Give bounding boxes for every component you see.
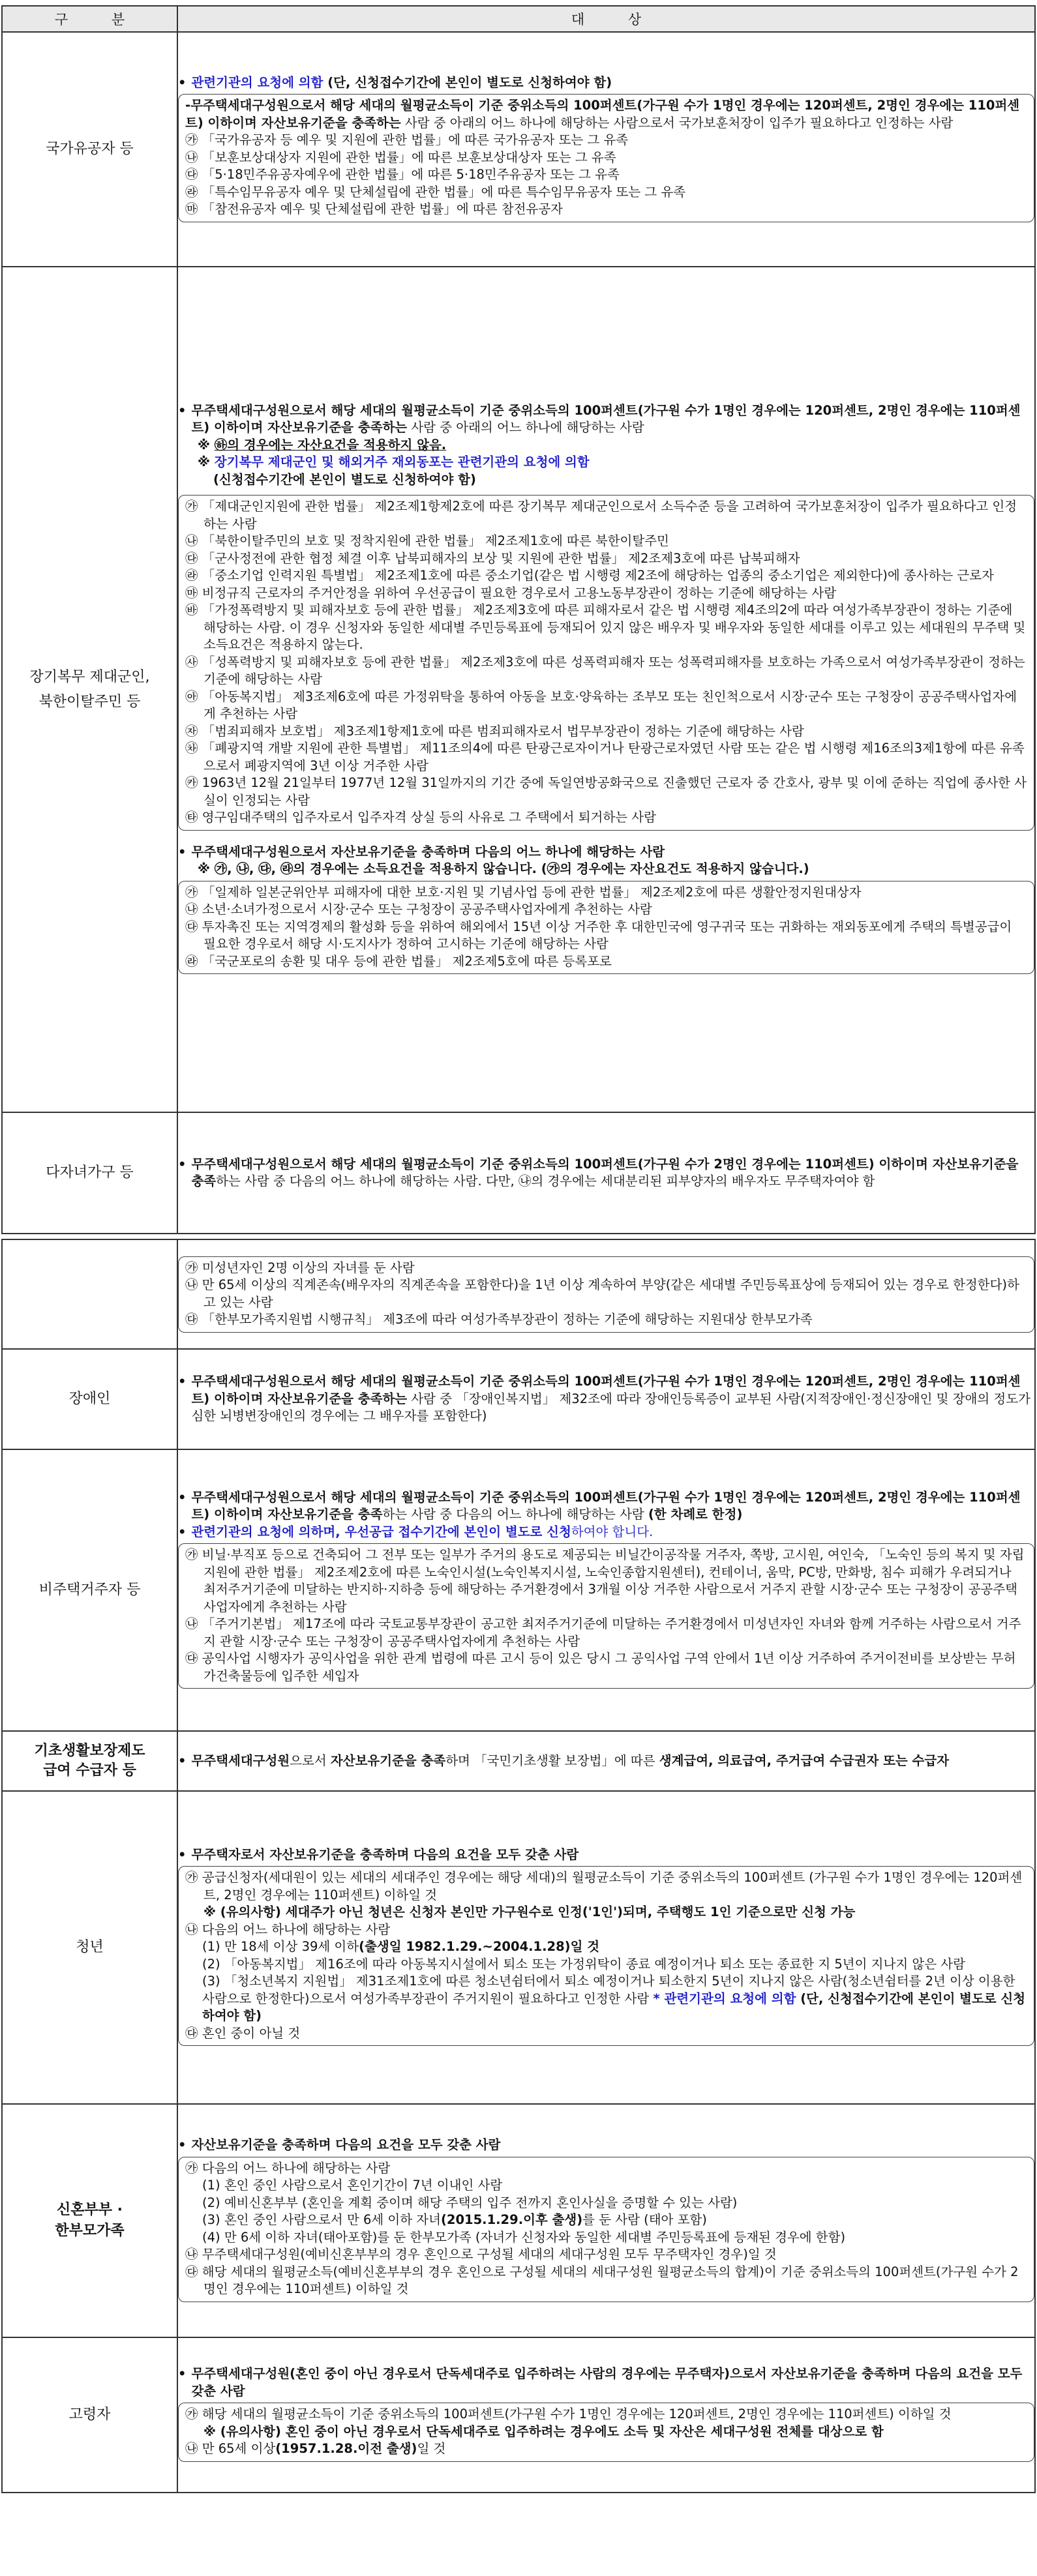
content-newlyweds (177, 2104, 1035, 2337)
list-item: ㉶ 「범죄피해자 보호법」 제3조제1항제1호에 따른 범죄피해자로서 법무부장관이 정하는 기준에 해당하는 사람 (185, 723, 804, 739)
list-item: ㉮ 「일제하 일본군위안부 피해자에 대한 보호·지원 및 기념사업 등에 관한 법률」 제2조제2호에 따른 생활안정지원대상자 (185, 884, 862, 900)
bullet: • 자산보유기준을 충족하며 다음의 요건을 모두 갖춘 사람 (178, 2137, 501, 2153)
bullet: • 무주택세대구성원으로서 해당 세대의 월평균소득이 기준 중위소득의 100퍼센트(가구원 수가 1명인 경우에는 120퍼센트, 2명인 경우에는 110퍼센트) 이하이며 자산보유기준을 충족하는 사람 중 아래의 어느 하나에 해당하는 사람 (178, 402, 1021, 436)
bullet: • 무주택세대구성원으로서 해당 세대의 월평균소득이 기준 중위소득의 100퍼센트(가구원 수가 1명인 경우에는 120퍼센트, 2명인 경우에는 110퍼센트) 이하이며 자산보유기준을 충족하는 사람 중 다음의 어느 하나에 해당하는 사람 (한 차례로 한정) (178, 1489, 1021, 1522)
list-item: ㉯ 만 65세 이상(1957.1.28.이전 출생)일 것 (185, 2441, 446, 2457)
table-row (2, 1731, 1035, 1791)
content-disabled (177, 1349, 1035, 1449)
category-disabled: 장애인 (2, 1349, 177, 1449)
list-item: ㉵ 「아동복지법」 제3조제6호에 따른 가정위탁을 통하여 아동을 보호·양육하는 조부모 또는 친인척으로서 시장·군수 또는 구청장이 공공주택사업자에게 추천하는 사람 (185, 688, 1017, 722)
list-item: ㉳ 「가정폭력방지 및 피해자보호 등에 관한 법률」 제2조제3호에 따른 피해자로서 같은 법 시행령 제4조의2에 따라 여성가족부장관이 정하는 기준에 해당하는 사람. 이 경우 신청자와 동일한 세대별 주민등록표에 등재되어 있지 않은 배우자 및 배우자와 동일한 세대를 이루고 있는 세대원의 무주택 및 소득요건은 적용하지 않는다. (185, 602, 1026, 653)
category-non-housing: 비주택거주자 등 (2, 1449, 177, 1731)
list-item: ㉯ 「북한이탈주민의 보호 및 정착지원에 관한 법률」 제2조제1호에 따른 북한이탈주민 (185, 533, 669, 549)
table-row (2, 2104, 1035, 2337)
category-multi-child: 다자녀가구 등 (2, 1112, 177, 1234)
category-multi-child-cont (2, 1239, 177, 1349)
category-national-merit: 국가유공자 등 (2, 32, 177, 267)
list-item: ㉷ 「폐광지역 개발 지원에 관한 특별법」 제11조의4에 따른 탄광근로자이거나 탄광근로자였던 사람 또는 같은 법 시행령 제16조의3제1항에 따른 유족으로서 폐광지역에 3년 이상 거주한 사람 (185, 741, 1025, 773)
header-target: 대 상 (177, 6, 1035, 32)
table-row (2, 1239, 1035, 1349)
table-row (2, 2337, 1035, 2493)
criteria-box: ㉮ 다음의 어느 하나에 해당하는 사람 (1) 혼인 중인 사람으로서 혼인기간이 7년 이내인 사람 (2) 예비신혼부부 (혼인을 계획 중이며 해당 주택의 입주 전까지 혼인사실을 증명할 수 있는 사람) (3) 혼인 중인 사람으로서 만 6세 이하 자녀(2015.1.29.이후 출생)를 둔 사람 (태아 포함) (4) 만 6세 이하 자녀(태아포함)를 둔 한부모가족 (자녀가 신청자와 동일한 세대별 주민등록표에 등재된 경우에 한함) ㉯ 무주택세대구성원(예비신혼부부의 경우 혼인으로 구성될 세대의 세대구성원 모두 무주택자인 경우)일 것 ㉰ 해당 세대의 월평균소득(예비신혼부부의 경우 혼인으로 구성될 세대의 세대구성원 월평균소득의 합계)이 기준 중위소득의 100퍼센트(가구원 수가 2명인 경우에는 110퍼센트) 이하일 것 (178, 2157, 1034, 2302)
content-non-housing (177, 1449, 1035, 1731)
list-item: ㉮ 미성년자인 2명 이상의 자녀를 둔 사람 (185, 1260, 415, 1275)
criteria-box: ㉮ 해당 세대의 월평균소득이 기준 중위소득의 100퍼센트(가구원 수가 1명인 경우에는 120퍼센트, 2명인 경우에는 110퍼센트) 이하일 것 ※ (유의사항) 혼인 중이 아닌 경우로서 단독세대주로 입주하려는 경우에도 소득 및 자산은 세대구성원 전체를 대상으로 함 ㉯ 만 65세 이상(1957.1.28.이전 출생)일 것 (178, 2403, 1034, 2462)
criteria-box: -무주택세대구성원으로서 해당 세대의 월평균소득이 기준 중위소득의 100퍼센트(가구원 수가 1명인 경우에는 120퍼센트, 2명인 경우에는 110퍼센트) 이하이며 자산보유기준을 충족하는 사람 중 아래의 어느 하나에 해당하는 사람으로서 국가보훈처장이 입주가 필요하다고 인정하는 사람 ㉮ 「국가유공자 등 예우 및 지원에 관한 법률」에 따른 국가유공자 또는 그 유족 ㉯ 「보훈보상대상자 지원에 관한 법률」에 따른 보훈보상대상자 또는 그 유족 ㉰ 「5·18민주유공자예우에 관한 법률」에 따른 5·18민주유공자 또는 그 유족 ㉱ 「특수임무유공자 예우 및 단체설립에 관한 법률」에 따른 특수임무유공자 또는 그 유족 ㉲ 「참전유공자 예우 및 단체설립에 관한 법률」에 따른 참전유공자 (178, 94, 1034, 222)
list-item: ㉹ 영구임대주택의 입주자로서 입주자격 상실 등의 사유로 그 주택에서 퇴거하는 사람 (185, 810, 656, 825)
list-item: ㉯ 소년·소녀가정으로서 시장·군수 또는 구청장이 공공주택사업자에게 추천하는 사람 (185, 902, 652, 917)
list-item: ㉯ 무주택세대구성원(예비신혼부부의 경우 혼인으로 구성될 세대의 세대구성원 모두 무주택자인 경우)일 것 (185, 2247, 777, 2262)
eligibility-table-part2 (1, 1239, 1036, 2493)
table-row (2, 1349, 1035, 1449)
bullet: • 관련기관의 요청에 의함 (단, 신청접수기간에 본인이 별도로 신청하여야 함) (178, 74, 612, 90)
table-row (2, 1449, 1035, 1731)
bullet: • 무주택자로서 자산보유기준을 충족하며 다음의 요건을 모두 갖춘 사람 (178, 1846, 579, 1862)
bullet: • 무주택세대구성원으로서 자산보유기준을 충족하며 「국민기초생활 보장법」에 따른 생계급여, 의료급여, 주거급여 수급권자 또는 수급자 (178, 1753, 950, 1768)
category-youth: 청년 (2, 1791, 177, 2104)
category-newlyweds: 신혼부부 · 한부모가족 (2, 2104, 177, 2337)
list-item: ㉱ 「중소기업 인력지원 특별법」 제2조제1호에 따른 중소기업(같은 법 시행령 제2조에 해당하는 업종의 중소기업은 제외한다)에 종사하는 근로자 (185, 568, 994, 584)
list-item: ㉯ 만 65세 이상의 직계존속(배우자의 직계존속을 포함한다)을 1년 이상 계속하여 부양(같은 세대별 주민등록표상에 등재되어 있는 경우로 한정한다)하고 있는 사람 (185, 1277, 1019, 1310)
bullet: • 무주택세대구성원으로서 해당 세대의 월평균소득이 기준 중위소득의 100퍼센트(가구원 수가 1명인 경우에는 120퍼센트, 2명인 경우에는 110퍼센트) 이하이며 자산보유기준을 충족하는 사람 중 「장애인복지법」 제32조에 따라 장애인등록증이 교부된 사람(지적장애인·정신장애인 및 장애의 정도가 심한 뇌병변장애인의 경우에는 그 배우자를 포함한다) (178, 1374, 1030, 1424)
bullet: • 무주택세대구성원으로서 자산보유기준을 충족하며 다음의 어느 하나에 해당하는 사람 (178, 844, 665, 859)
category-basic-livelihood: 기초생활보장제도 급여 수급자 등 (2, 1731, 177, 1791)
list-item: ㉮ 「국가유공자 등 예우 및 지원에 관한 법률」에 따른 국가유공자 또는 그 유족 (185, 132, 629, 147)
list-item: ㉮ 다음의 어느 하나에 해당하는 사람 (185, 2160, 391, 2176)
list-item: ㉯ 다음의 어느 하나에 해당하는 사람 (185, 1921, 391, 1937)
content-multi-child-cont (177, 1239, 1035, 1349)
content-basic-livelihood (177, 1731, 1035, 1791)
list-item: ㉸ 1963년 12월 21일부터 1977년 12월 31일까지의 기간 중에 독일연방공화국으로 진출했던 근로자 중 간호사, 광부 및 이에 준하는 직업에 종사한 사실이 인정되는 사람 (185, 775, 1027, 808)
table-row (2, 267, 1035, 1112)
criteria-box (178, 1543, 1034, 1689)
list-item: ㉱ 「특수임무유공자 예우 및 단체설립에 관한 법률」에 따른 특수임무유공자 또는 그 유족 (185, 184, 686, 200)
content-veterans-defectors: • 무주택세대구성원으로서 해당 세대의 월평균소득이 기준 중위소득의 100퍼센트(가구원 수가 1명인 경우에는 120퍼센트, 2명인 경우에는 110퍼센트) 이하이며 자산보유기준을 충족하는 사람 중 아래의 어느 하나에 해당하는 사람 ※ ㉻의 경우에는 자산요건을 적용하지 않음. ※ 장기복무 제대군인 및 해외거주 재외동포는 관련기관의 요청에 의함 (신청접수기간에 본인이 별도로 신청하여야 함) ㉮ 「제대군인지원에 관한 법률」 제2조제1항제2호에 따른 장기복무 제대군인으로서 소득수준 등을 고려하여 국가보훈처장이 입주가 필요하다고 인정하는 사람 ㉯ 「북한이탈주민의 보호 및 정착지원에 관한 법률」 제2조제1호에 따른 북한이탈주민 ㉰ 「군사정전에 관한 협정 체결 이후 납북피해자의 보상 및 지원에 관한 법률」 제2조제3호에 따른 납북피해자 ㉱ 「중소기업 인력지원 특별법」 제2조제1호에 따른 중소기업(같은 법 시행령 제2조에 해당하는 업종의 중소기업은 제외한다)에 종사하는 근로자 ㉲ 비정규직 근로자의 주거안정을 위하여 우선공급이 필요한 경우로서 고용노동부장관이 정하는 기준에 해당하는 사람 ㉳ 「가정폭력방지 및 피해자보호 등에 관한 법률」 제2조제3호에 따른 피해자로서 같은 법 시행령 제4조의2에 따라 여성가족부장관이 정하는 기준에 해당하는 사람. 이 경우 신청자와 동일한 세대별 주민등록표에 등재되어 있지 않은 배우자 및 배우자와 동일한 세대를 이루고 있는 세대원의 무주택 및 소득요건은 적용하지 않는다. ㉴ 「성폭력방지 및 피해자보호 등에 관한 법률」 제2조제3호에 따른 성폭력피해자 또는 성폭력피해자를 보호하는 가족으로서 여성가족부장관이 정하는 기준에 해당하는 사람 ㉵ 「아동복지법」 제3조제6호에 따른 가정위탁을 통하여 아동을 보호·양육하는 조부모 또는 친인척으로서 시장·군수 또는 구청장이 공공주택사업자에게 추천하는 사람 ㉶ 「범죄피해자 보호법」 제3조제1항제1호에 따른 범죄피해자로서 법무부장관이 정하는 기준에 해당하는 사람 ㉷ 「폐광지역 개발 지원에 관한 특별법」 제11조의4에 따른 탄광근로자이거나 탄광근로자였던 사람 또는 같은 법 시행령 제16조의3제1항에 따른 유족으로서 폐광지역에 3년 이상 거주한 사람 ㉸ 1963년 12월 21일부터 1977년 12월 31일까지의 기간 중에 독일연방공화국으로 진출했던 근로자 중 간호사, 광부 및 이에 준하는 직업에 종사한 사실이 인정되는 사람 ㉹ 영구임대주택의 입주자로서 입주자격 상실 등의 사유로 그 주택에서 퇴거하는 사람 • 무주택세대구성원으로서 자산보유기준을 충족하며 다음의 어느 하나에 해당하는 사람 ※ ㉮, ㉯, ㉰, ㉱의 경우에는 소득요건을 적용하지 않습니다. (㉮의 경우에는 자산요건도 적용하지 않습니다.) ㉮ 「일제하 일본군위안부 피해자에 대한 보호·지원 및 기념사업 등에 관한 법률」 제2조제2호에 따른 생활안정지원대상자 ㉯ 소년·소녀가정으로서 시장·군수 또는 구청장이 공공주택사업자에게 추천하는 사람 ㉰ 투자촉진 또는 지역경제의 활성화 등을 위하여 해외에서 15년 이상 거주한 후 대한민국에 영구귀국 또는 귀화하는 재외동포에게 주택의 특별공급이 필요한 경우로서 해당 시·도지사가 정하여 고시하는 기준에 해당하는 사람 ㉱ 「국군포로의 송환 및 대우 등에 관한 법률」 제2조제5호에 따른 등록포로 (177, 267, 1035, 1112)
content-elderly (177, 2337, 1035, 2493)
list-item: ㉯ 「보훈보상대상자 지원에 관한 법률」에 따른 보훈보상대상자 또는 그 유족 (185, 149, 616, 165)
list-item: ㉯ 「주거기본법」 제17조에 따라 국토교통부장관이 공고한 최저주거기준에 미달하는 주거환경에서 미성년자인 자녀와 함께 거주하는 사람으로서 거주지 관할 시장·군수 또는 구청장이 공공주택사업자에게 추천하는 사람 (185, 1616, 1021, 1649)
table-row (2, 1791, 1035, 2104)
list-item: ㉮ 비닐·부직포 등으로 건축되어 그 전부 또는 일부가 주거의 용도로 제공되는 비닐간이공작물 거주자, 쪽방, 고시원, 여인숙, 「노숙인 등의 복지 및 자립지원에 관한 법률」 제2조제2호에 따른 노숙인시설(노숙인복지시설, 노숙인종합지원센터), 컨테이너, 움막, PC방, 만화방, 침수 피해가 우려되거나 최저주거기준에 미달하는 반지하·지하층 등에 해당하는 주거환경에서 3개월 이상 거주한 사람으로서 거주지 관할 시장·군수 또는 구청장이 공공주택사업자에게 추천하는 사람 (185, 1547, 1025, 1614)
criteria-box (178, 495, 1034, 831)
list-item: ㉰ 투자촉진 또는 지역경제의 활성화 등을 위하여 해외에서 15년 이상 거주한 후 대한민국에 영구귀국 또는 귀화하는 재외동포에게 주택의 특별공급이 필요한 경우로서 해당 시·도지사가 정하여 고시하는 기준에 해당하는 사람 (185, 919, 1012, 952)
list-item: ㉮ 해당 세대의 월평균소득이 기준 중위소득의 100퍼센트(가구원 수가 1명인 경우에는 120퍼센트, 2명인 경우에는 110퍼센트) 이하일 것 (185, 2406, 952, 2422)
table-header-row (2, 6, 1035, 32)
criteria-box (178, 1256, 1034, 1333)
eligibility-table-part1 (1, 5, 1036, 1234)
content-youth (177, 1791, 1035, 2104)
list-item: ㉴ 「성폭력방지 및 피해자보호 등에 관한 법률」 제2조제3호에 따른 성폭력피해자 또는 성폭력피해자를 보호하는 가족으로서 여성가족부장관이 정하는 기준에 해당하는 사람 (185, 654, 1025, 687)
list-item: ㉰ 공익사업 시행자가 공익사업을 위한 관계 법령에 따른 고시 등이 있은 당시 그 공익사업 구역 안에서 1년 이상 거주하여 주거이전비를 보상받는 무허가건축물등에 입주한 세입자 (185, 1651, 1016, 1683)
bullet: • 관련기관의 요청에 의하며, 우선공급 접수기간에 본인이 별도로 신청하여야 합니다. (178, 1524, 654, 1539)
list-item: ㉲ 비정규직 근로자의 주거안정을 위하여 우선공급이 필요한 경우로서 고용노동부장관이 정하는 기준에 해당하는 사람 (185, 585, 837, 600)
list-item: ㉰ 「한부모가족지원법 시행규칙」 제3조에 따라 여성가족부장관이 정하는 기준에 해당하는 지원대상 한부모가족 (185, 1312, 813, 1327)
criteria-box: ㉮ 공급신청자(세대원이 있는 세대의 세대주인 경우에는 해당 세대)의 월평균소득이 기준 중위소득의 100퍼센트 (가구원 수가 1명인 경우에는 120퍼센트, 2명인 경우에는 110퍼센트) 이하일 것 ※ (유의사항) 세대주가 아닌 청년은 신청자 본인만 가구원수로 인정('1인')되며, 주택행도 1인 기준으로만 신청 가능 ㉯ 다음의 어느 하나에 해당하는 사람 (1) 만 18세 이상 39세 이하(출생일 1982.1.29.~2004.1.28)일 것 (2) 「아동복지법」 제16조에 따라 아동복지시설에서 퇴소 또는 가정위탁이 종료 예정이거나 퇴소 또는 종료한 지 5년이 지나지 않은 사람 (3) 「청소년복지 지원법」 제31조제1호에 따른 청소년쉼터에서 퇴소 예정이거나 퇴소한지 5년이 지나지 않은 사람(청소년쉼터를 2년 이상 이용한 사람으로 한정한다)으로서 여성가족부장관이 주거지원이 필요하다고 인정한 사람 * 관련기관의 요청에 의함 (단, 신청접수기간에 본인이 별도로 신청하여야 함) ㉰ 혼인 중이 아닐 것 (178, 1866, 1034, 2046)
list-item: ㉰ 「5·18민주유공자예우에 관한 법률」에 따른 5·18민주유공자 또는 그 유족 (185, 167, 620, 182)
bullet: • 무주택세대구성원(혼인 중이 아닌 경우로서 단독세대주로 입주하려는 사람의 경우에는 무주택자)으로서 자산보유기준을 충족하며 다음의 요건을 모두 갖춘 사람 (178, 2366, 1023, 2399)
header-category: 구 분 (2, 6, 177, 32)
list-item: ㉰ 「군사정전에 관한 협정 체결 이후 납북피해자의 보상 및 지원에 관한 법률」 제2조제3호에 따른 납북피해자 (185, 550, 800, 566)
list-item: ㉮ 「제대군인지원에 관한 법률」 제2조제1항제2호에 따른 장기복무 제대군인으로서 소득수준 등을 고려하여 국가보훈처장이 입주가 필요하다고 인정하는 사람 (185, 499, 1017, 531)
bullet: • 무주택세대구성원으로서 해당 세대의 월평균소득이 기준 중위소득의 100퍼센트(가구원 수가 2명인 경우에는 110퍼센트) 이하이며 자산보유기준을 충족하는 사람 중 다음의 어느 하나에 해당하는 사람. 다만, ㉯의 경우에는 세대분리된 피부양자의 배우자도 무주택자여야 함 (178, 1156, 1019, 1189)
table-row (2, 32, 1035, 267)
category-elderly: 고령자 (2, 2337, 177, 2493)
content-multi-child (177, 1112, 1035, 1234)
criteria-box (178, 881, 1034, 975)
list-item: ㉰ 해당 세대의 월평균소득(예비신혼부부의 경우 혼인으로 구성될 세대의 세대구성원 월평균소득의 합계)이 기준 중위소득의 100퍼센트(가구원 수가 2명인 경우에는 110퍼센트) 이하일 것 (185, 2264, 1019, 2297)
table-row (2, 1112, 1035, 1234)
content-national-merit (177, 32, 1035, 267)
list-item: ㉰ 혼인 중이 아닐 것 (185, 2025, 301, 2041)
list-item: ㉮ 공급신청자(세대원이 있는 세대의 세대주인 경우에는 해당 세대)의 월평균소득이 기준 중위소득의 100퍼센트 (가구원 수가 1명인 경우에는 120퍼센트, 2명인 경우에는 110퍼센트) 이하일 것 (185, 1870, 1023, 1902)
category-veterans-defectors: 장기복무 제대군인, 북한이탈주민 등 (2, 267, 177, 1112)
list-item: ㉲ 「참전유공자 예우 및 단체설립에 관한 법률」에 따른 참전유공자 (185, 201, 564, 216)
list-item: ㉱ 「국군포로의 송환 및 대우 등에 관한 법률」 제2조제5호에 따른 등록포로 (185, 953, 612, 969)
